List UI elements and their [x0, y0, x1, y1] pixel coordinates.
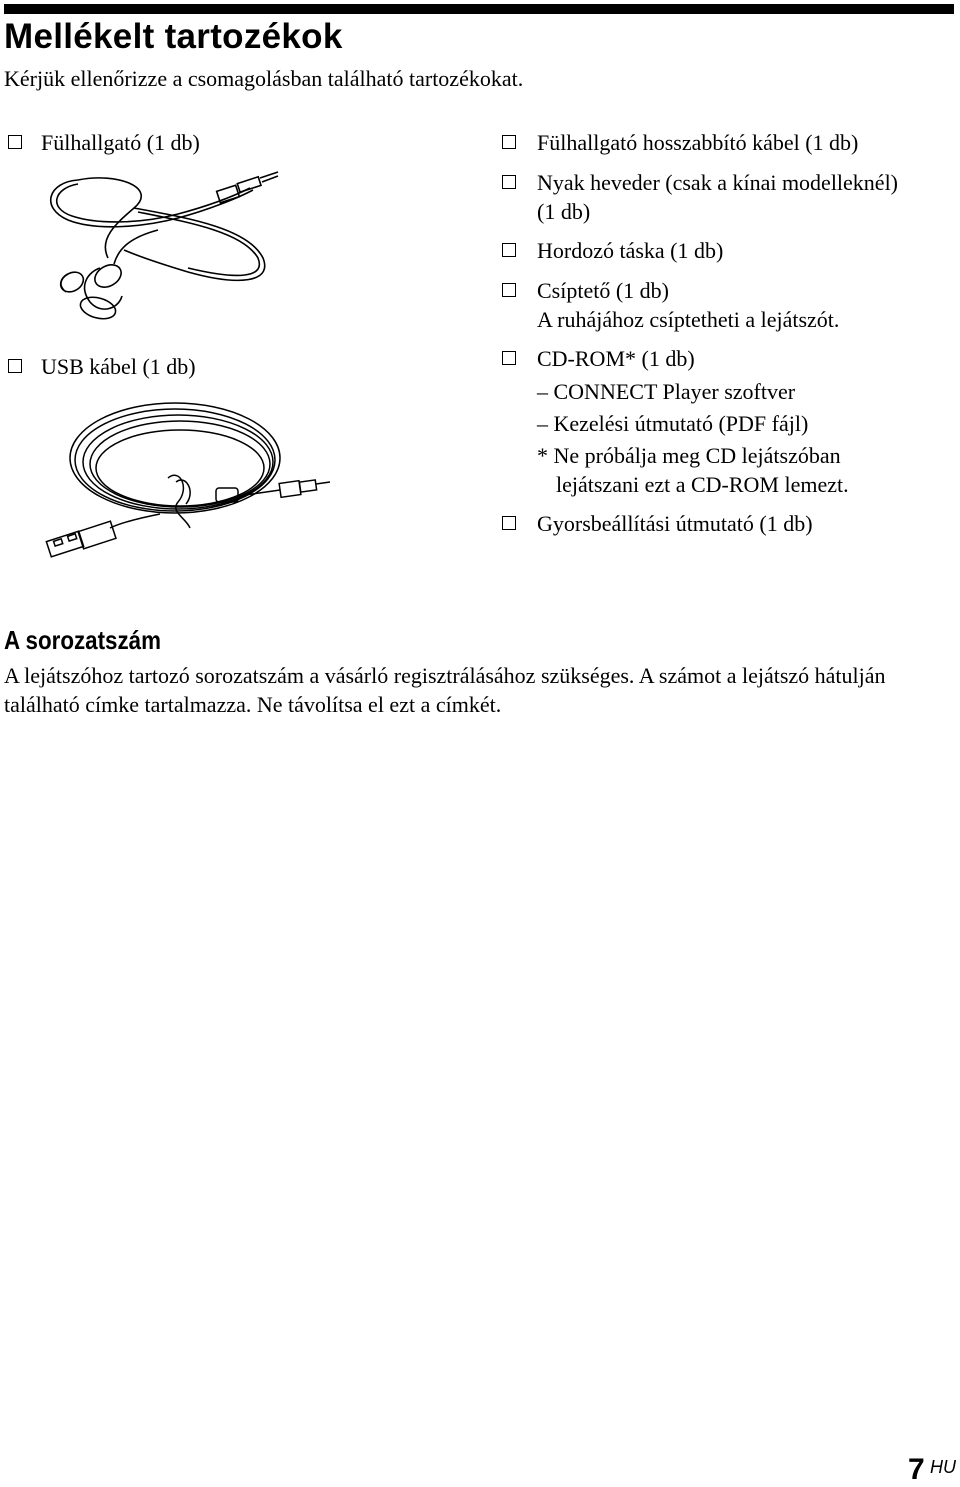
cdrom-sub-software: – CONNECT Player szoftver [537, 379, 796, 404]
page-number: 7 [908, 1453, 925, 1486]
item-clip-label: Csíptető (1 db) [537, 278, 669, 303]
item-earphones-label: Fülhallgató (1 db) [41, 130, 200, 155]
checkbox-icon [502, 135, 516, 149]
checkbox-icon [502, 243, 516, 257]
earphones-illustration [38, 168, 288, 333]
item-neck-strap-qty: (1 db) [537, 199, 591, 224]
checkbox-icon [8, 135, 22, 149]
usb-cable-illustration [40, 378, 340, 568]
page-title: Mellékelt tartozékok [4, 17, 343, 56]
page-subtitle: Kérjük ellenőrizze a csomagolásban található tartozékokat. [4, 66, 524, 91]
cdrom-footnote-line1: * Ne próbálja meg CD lejátszóban [537, 443, 841, 468]
item-extension-cable-label: Fülhallgató hosszabbító kábel (1 db) [537, 130, 859, 155]
page-language-suffix: HU [930, 1457, 956, 1477]
header-rule [4, 4, 954, 14]
item-carrying-case-label: Hordozó táska (1 db) [537, 238, 724, 263]
checkbox-icon [8, 359, 22, 373]
serial-paragraph: A lejátszóhoz tartozó sorozatszám a vásárló regisztrálásához szükséges. A számot a lejátszó hátulján található címke tartalmazza. Ne távolítsa el ezt a címkét. [4, 663, 886, 717]
checkbox-icon [502, 351, 516, 365]
item-clip-note: A ruhájához csíptetheti a lejátszót. [537, 307, 840, 332]
checkbox-icon [502, 175, 516, 189]
item-cdrom-label: CD-ROM* (1 db) [537, 346, 695, 371]
item-quick-guide-label: Gyorsbeállítási útmutató (1 db) [537, 511, 813, 536]
serial-heading: A sorozatszám [4, 625, 161, 655]
item-neck-strap-label: Nyak heveder (csak a kínai modelleknél) [537, 170, 899, 195]
item-usb-cable-label: USB kábel (1 db) [41, 354, 196, 379]
checkbox-icon [502, 283, 516, 297]
cdrom-footnote-line2: lejátszani ezt a CD-ROM lemezt. [556, 472, 849, 497]
cdrom-sub-manual: – Kezelési útmutató (PDF fájl) [537, 411, 809, 436]
checkbox-icon [502, 516, 516, 530]
